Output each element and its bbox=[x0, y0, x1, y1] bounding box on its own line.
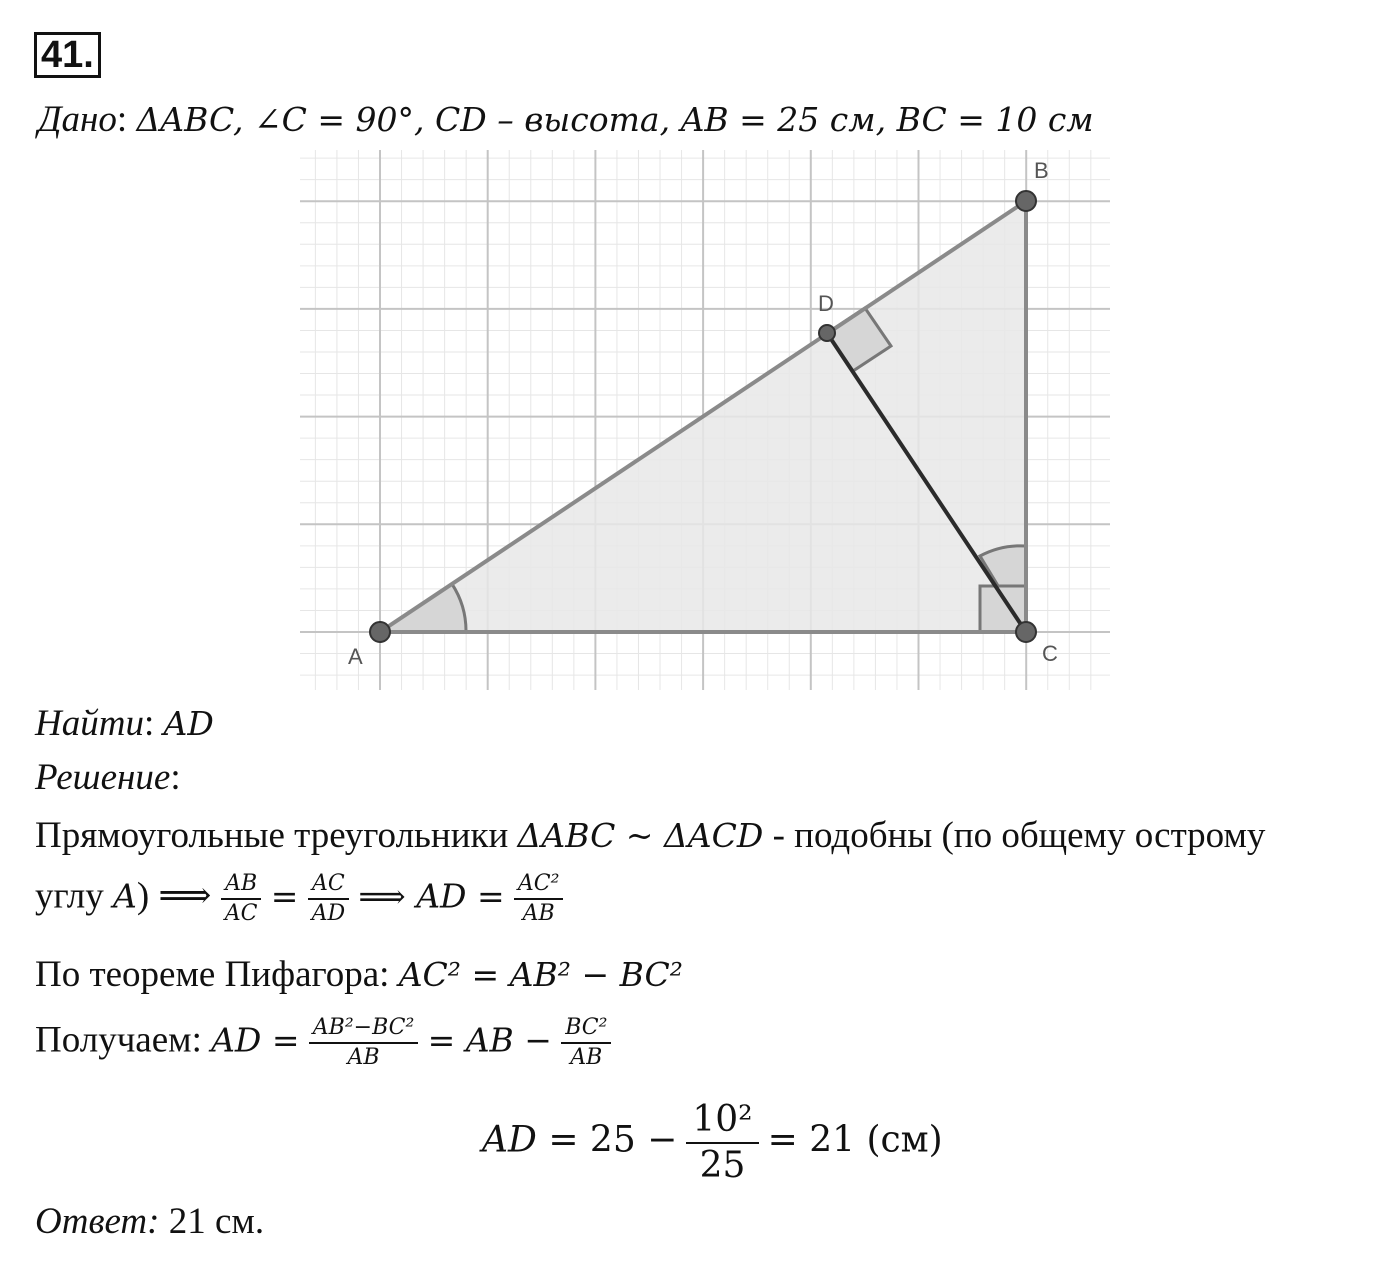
solution-line-1 bbox=[35, 814, 1265, 858]
calculation-line bbox=[482, 1098, 943, 1188]
point-a bbox=[370, 622, 390, 642]
frac-den: AB bbox=[570, 1045, 603, 1070]
calc-den: 25 bbox=[699, 1145, 746, 1186]
problem-number: 41. bbox=[34, 32, 101, 78]
solution-line-3 bbox=[35, 953, 683, 997]
label-c: C bbox=[1042, 641, 1058, 666]
label-d: D bbox=[818, 291, 834, 316]
solution-text-2: углу bbox=[35, 875, 104, 917]
frac-num: AC² bbox=[514, 870, 564, 900]
solution-text-1: Прямоугольные треугольники bbox=[35, 815, 509, 856]
implies-1: ) ⟹ bbox=[136, 875, 212, 917]
frac-den: AB bbox=[522, 901, 555, 926]
fraction-ab-ac bbox=[221, 870, 262, 928]
solution-label: Решение bbox=[35, 757, 171, 798]
pythagoras-text: По теореме Пифагора: bbox=[35, 954, 390, 995]
result-text: Получаем: bbox=[35, 1019, 202, 1061]
frac-den: AD bbox=[311, 901, 346, 926]
fraction-bc2-ab bbox=[561, 1014, 611, 1072]
find-line: Найти: AD bbox=[35, 703, 214, 744]
point-c bbox=[1016, 622, 1036, 642]
similarity-math: ΔABC ~ ΔACD bbox=[517, 816, 764, 855]
find-label: Найти bbox=[35, 703, 144, 744]
answer-line bbox=[35, 1200, 264, 1244]
given-label: Дано bbox=[38, 99, 117, 140]
fraction-ab2-bc2 bbox=[309, 1014, 419, 1072]
calc-left: AD = 25 − bbox=[482, 1119, 678, 1161]
answer-label: Ответ: bbox=[35, 1201, 160, 1242]
triangle-figure bbox=[300, 150, 1110, 690]
label-b: B bbox=[1034, 158, 1049, 183]
calc-right: = 21 (см) bbox=[767, 1119, 943, 1161]
frac-den: AC bbox=[224, 901, 258, 926]
point-d bbox=[819, 325, 835, 341]
solution-line-2: углу A) ⟹ $\frac{AB}{AC}$ = $\frac{AC}{AD}$ ⟹ AD = $\frac{\text{AC²}}{AB}$ bbox=[35, 870, 563, 928]
label-a: A bbox=[348, 644, 363, 669]
implies-2: ⟹ AD = bbox=[358, 876, 505, 916]
fraction-ac2-ab bbox=[514, 870, 564, 928]
frac-num: AB bbox=[221, 870, 262, 900]
frac-num: BC² bbox=[561, 1014, 611, 1044]
ad-equals: AD = bbox=[211, 1020, 300, 1060]
frac-den: AB bbox=[347, 1045, 380, 1070]
pythagoras-math: AC² = AB² − BC² bbox=[398, 955, 683, 994]
equals-ab-minus: = AB − bbox=[427, 1020, 552, 1060]
solution-tail-1: - подобны (по общему острому bbox=[772, 815, 1266, 856]
find-value: AD bbox=[163, 704, 214, 743]
answer-value: 21 см. bbox=[168, 1201, 265, 1242]
fraction-ac-ad bbox=[308, 870, 350, 928]
frac-num: AB²−BC² bbox=[309, 1014, 419, 1044]
angle-a-name: A bbox=[113, 876, 137, 916]
given-line: Дано: ΔABC, ∠C = 90°, CD – высота, AB = 25 см, BC = 10 см bbox=[38, 99, 1094, 140]
given-statement: ΔABC, ∠C = 90°, CD – высота, AB = 25 см, BC = 10 см bbox=[136, 100, 1094, 139]
solution-line-4 bbox=[35, 1014, 611, 1072]
frac-num: AC bbox=[308, 870, 350, 900]
solution-label-line: Решение: bbox=[35, 757, 181, 798]
calc-num: 10² bbox=[686, 1098, 758, 1144]
point-b bbox=[1016, 191, 1036, 211]
calc-fraction bbox=[686, 1098, 758, 1188]
